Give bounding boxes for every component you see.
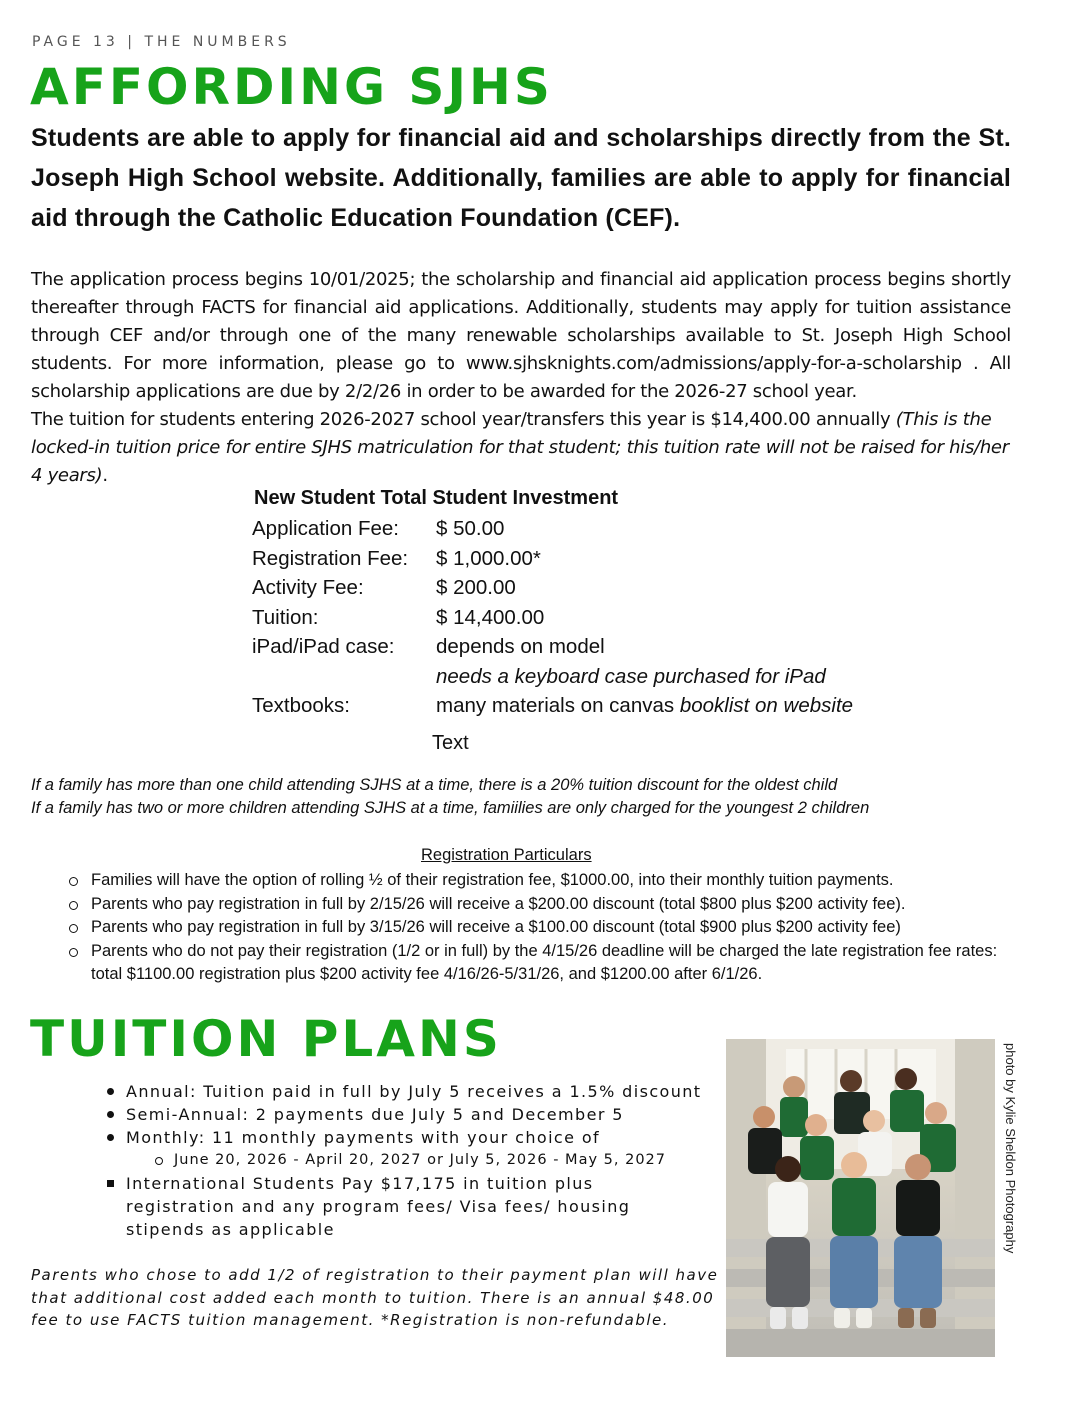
investment-value: many materials on canvas [436,694,680,717]
investment-value: $ 14,400.00 [436,605,545,629]
investment-row [252,691,932,721]
investment-label: Registration Fee: [252,546,409,570]
family-discount-notes [31,774,869,820]
tuition-plans-list [106,1080,701,1241]
investment-row [252,662,932,692]
list-item: Monthly: 11 monthly payments with your choice of [106,1126,701,1149]
tuition-plans-title: TUITION PLANS [30,1010,502,1068]
investment-row [252,632,932,662]
investment-value: $ 50.00 [436,517,505,540]
tuition-footnote: Parents who chose to add 1/2 of registration to their payment plan will have that additional cost added each month to tuition. There is an annual $48.00 fee to use FACTS tuition management. *Registration is non-refundable. [31,1266,719,1329]
discount-note: If a family has two or more children attending SJHS at a time, famiilies are only charged for the youngest 2 children [31,799,870,817]
body-text [31,266,1011,490]
investment-title: New Student Total Student Investment [254,487,619,509]
investment-value-note: needs a keyboard case purchased for iPad [436,664,826,688]
list-item: Parents who do not pay their registration (1/2 or in full) by the 4/15/26 deadline will be charged the late registration fee rates: total $1100.00 registration plus $200 activity fee 4/16/26-5/31/26, and $1200.00 after 6/1/26. [66,940,1006,987]
registration-list [66,869,1006,987]
investment-value: $ 200.00 [436,576,516,599]
list-item: Annual: Tuition paid in full by July 5 receives a 1.5% discount [106,1080,701,1103]
list-item-line: registration and any program fees/ Visa fees/ housing [126,1197,631,1216]
list-item: Parents who pay registration in full by 2/15/26 will receive a $200.00 discount (total $800 plus $200 activity fee). [66,893,1006,917]
page-kicker: PAGE 13 | THE NUMBERS [32,34,291,50]
investment-label: Activity Fee: [252,576,364,599]
investment-value-note: booklist on website [679,694,854,717]
investment-value: $ 1,000.00* [436,546,541,570]
investment-row [252,603,932,633]
investment-label: iPad/iPad case: [252,635,395,658]
investment-label: Textbooks: [252,694,350,717]
application-paragraph: The application process begins 10/01/2025; the scholarship and financial aid application process begins shortly thereafter through FACTS for financial aid applications. Additionally, students may apply for tuition assistance through CEF and/or through one of the many renewable scholarships available to St. Joseph High School students. For more information, please go to www.sjhsknights.com/admissions/apply-for-a-scholarship . All scholarship applications are due by 2/2/26 in order to be awarded for the 2026-27 school year. [31,269,1011,402]
tuition-text: The tuition for students entering 2026-2027 school year/transfers this year is $14,400.00 annually [31,409,896,430]
investment-label [252,662,436,692]
investment-label: Tuition: [252,605,319,629]
photo-credit: photo by Kylie Sheldon Photography [1003,1043,1018,1254]
list-item-line: International Students Pay $17,175 in tuition plus [126,1174,594,1193]
text-placeholder: Text [432,732,469,754]
tuition-paragraph [31,406,1011,490]
tuition-end: . [102,465,108,486]
investment-row [252,514,932,544]
list-item: Parents who pay registration in full by 3/15/26 will receive a $100.00 discount (total $900 plus $200 activity fee) [66,916,1006,940]
investment-value: depends on model [436,635,605,658]
investment-label: Application Fee: [252,517,400,540]
list-item [106,1172,701,1241]
students-photo [726,1039,995,1357]
discount-note: If a family has more than one child attending SJHS at a time, there is a 20% tuition discount for the oldest child [31,776,838,794]
lead-paragraph: Students are able to apply for financial aid and scholarships directly from the St. Joseph High School website. Additionally, families are able to apply for financial aid through the Catholic Education Foundation (CEF). [31,124,1011,232]
list-item: Semi-Annual: 2 payments due July 5 and December 5 [106,1103,701,1126]
students-photo-illustration [726,1039,995,1357]
registration-title: Registration Particulars [421,846,592,864]
list-item: June 20, 2026 - April 20, 2027 or July 5, 2026 - May 5, 2027 [106,1149,701,1172]
investment-row [252,573,932,603]
tuition-note: (This is the locked-in tuition price for entire SJHS matriculation for that student; this tuition rate will not be raised for his/her 4 years) [31,409,1009,486]
list-item-line: stipends as applicable [126,1220,335,1239]
page-title: AFFORDING SJHS [30,58,553,116]
investment-table [252,484,932,721]
investment-row [252,544,932,574]
list-item: Families will have the option of rolling ½ of their registration fee, $1000.00, into their monthly tuition payments. [66,869,1006,893]
